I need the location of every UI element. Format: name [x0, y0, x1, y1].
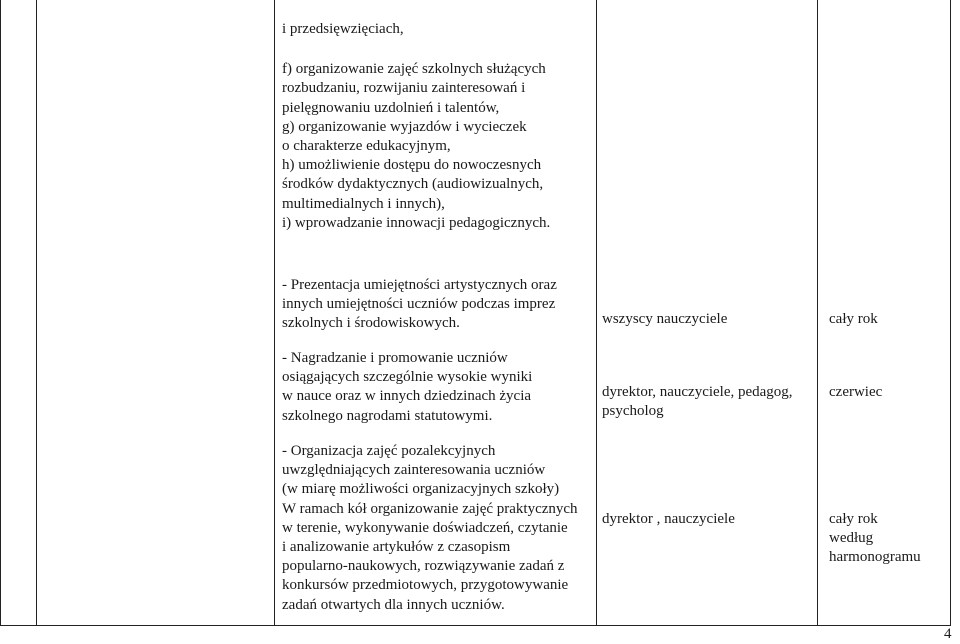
text-line: harmonogramu: [829, 549, 921, 566]
text-line: szkolnego nagrodami statutowymi.: [282, 407, 493, 424]
page-number: 4: [944, 626, 952, 642]
text-line: cały rok: [829, 511, 878, 527]
text-line: konkursów przedmiotowych, przygotowywanie: [282, 577, 569, 594]
responsible-cell: [602, 310, 727, 329]
text-line: cały rok: [829, 311, 878, 327]
text-line: w terenie, wykonywanie doświadczeń, czytanie: [282, 519, 568, 536]
text-line: osiągających szczególnie wysokie wyniki: [282, 369, 533, 386]
text-line: w nauce oraz w innych dziedzinach życia: [282, 388, 532, 405]
text-line: g) organizowanie wyjazdów i wycieczek: [282, 118, 527, 135]
text-line: multimedialnych i innych),: [282, 195, 445, 212]
text-line: innych umiejętności uczniów podczas imprez: [282, 296, 556, 313]
text-line: według: [829, 530, 874, 547]
column-divider-4: [817, 0, 818, 626]
term-cell: [829, 310, 878, 329]
text-line: [282, 39, 550, 60]
text-line: i przedsięwzięciach,: [282, 21, 404, 37]
table-border-left: [0, 0, 1, 626]
column-divider-1: [36, 0, 37, 626]
text-line: czerwiec: [829, 384, 883, 400]
text-line: o charakterze edukacyjnym,: [282, 138, 451, 155]
text-line: - Nagradzanie i promowanie uczniów: [282, 350, 508, 366]
text-line: psycholog: [602, 403, 664, 420]
text-line: dyrektor, nauczyciele, pedagog,: [602, 384, 793, 400]
text-line: W ramach kół organizowanie zajęć praktycznych: [282, 500, 578, 517]
responsible-cell: [602, 510, 735, 529]
table-border-right: [950, 0, 951, 626]
text-line: i) wprowadzanie innowacji pedagogicznych.: [282, 214, 551, 231]
text-line: f) organizowanie zajęć szkolnych służących: [282, 61, 546, 78]
text-line: (w miarę możliwości organizacyjnych szkoły): [282, 481, 560, 498]
text-line: pielęgnowaniu uzdolnień i talentów,: [282, 99, 500, 116]
text-line: i analizowanie artykułów z czasopism: [282, 539, 511, 556]
text-line: zadań otwartych dla innych uczniów.: [282, 596, 505, 613]
text-line: h) umożliwienie dostępu do nowoczesnych: [282, 157, 542, 174]
text-line: popularno-naukowych, rozwiązywanie zadań z: [282, 558, 565, 575]
term-cell: [829, 510, 921, 568]
column-divider-2: [274, 0, 275, 626]
text-line: uwzględniających zainteresowania uczniów: [282, 462, 546, 479]
responsible-cell: [602, 383, 793, 421]
task-list-continuation: [282, 20, 550, 233]
task-cell: [282, 276, 557, 334]
term-cell: [829, 383, 882, 402]
text-line: - Organizacja zajęć pozalekcyjnych: [282, 443, 496, 459]
text-line: rozbudzaniu, rozwijaniu zainteresowań i: [282, 80, 526, 97]
text-line: - Prezentacja umiejętności artystycznych oraz: [282, 277, 557, 293]
table-bottom-border: [0, 625, 951, 626]
column-divider-3: [596, 0, 597, 626]
task-cell: [282, 349, 532, 426]
text-line: szkolnych i środowiskowych.: [282, 315, 460, 332]
task-cell: [282, 442, 578, 615]
text-line: środków dydaktycznych (audiowizualnych,: [282, 176, 544, 193]
text-line: wszyscy nauczyciele: [602, 311, 728, 327]
text-line: dyrektor , nauczyciele: [602, 511, 735, 527]
